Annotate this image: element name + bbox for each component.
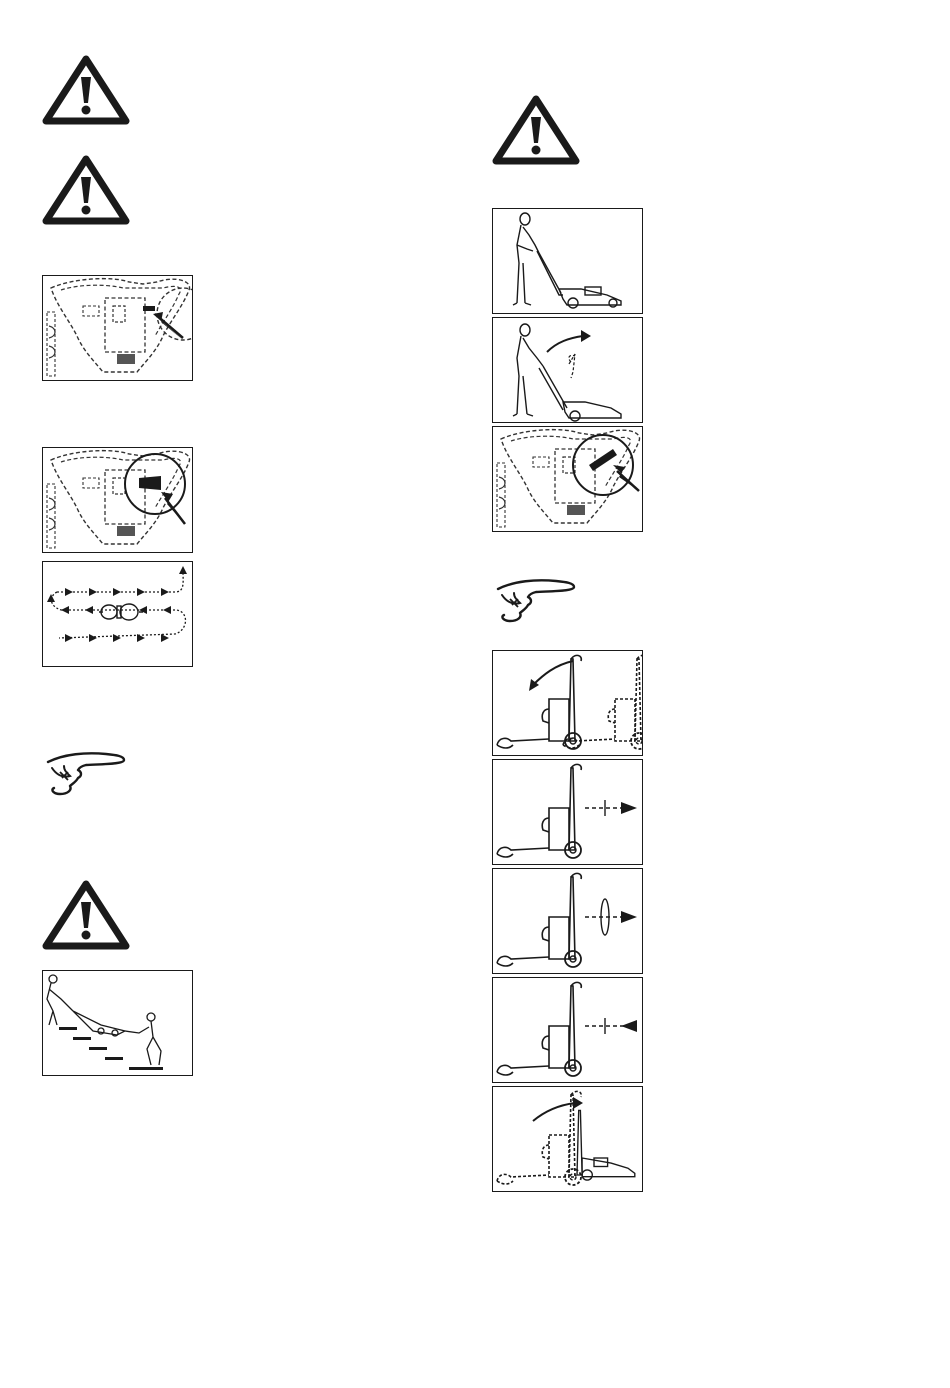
control-panel-lever-icon (43, 276, 193, 381)
figure-tilt-forward (492, 1086, 643, 1192)
control-panel-lever-icon (43, 448, 193, 553)
figure-handle-adjust (492, 868, 643, 974)
warning-triangle-icon (42, 55, 130, 125)
mower-handle-pull-icon (493, 978, 643, 1083)
figure-mowing-pattern (42, 561, 193, 667)
operator-with-mower-icon (493, 209, 643, 314)
pointing-hand-icon (46, 748, 128, 800)
figure-handle-pull (492, 977, 643, 1083)
figure-carry-on-stairs (42, 970, 193, 1076)
operator-tilting-mower-icon (493, 318, 643, 423)
mower-tilt-forward-icon (493, 1087, 643, 1192)
figure-handle-push (492, 759, 643, 865)
warning-triangle-icon (42, 880, 130, 950)
mower-handle-adjust-icon (493, 869, 643, 974)
pointing-hand-icon (496, 575, 578, 627)
figure-operator-lifting (492, 317, 643, 423)
figure-operator-standing (492, 208, 643, 314)
mowing-pattern-arrows-icon (43, 562, 193, 667)
warning-triangle-icon (42, 155, 130, 225)
control-panel-lever-icon (493, 427, 643, 532)
figure-control-panel-lever (492, 426, 643, 532)
mower-tilt-back-icon (493, 651, 643, 756)
figure-tilt-back (492, 650, 643, 756)
figure-control-panel-lever (42, 275, 193, 381)
mower-handle-push-icon (493, 760, 643, 865)
figure-control-panel-lever (42, 447, 193, 553)
warning-triangle-icon (492, 95, 580, 165)
two-person-carry-stairs-icon (43, 971, 193, 1076)
